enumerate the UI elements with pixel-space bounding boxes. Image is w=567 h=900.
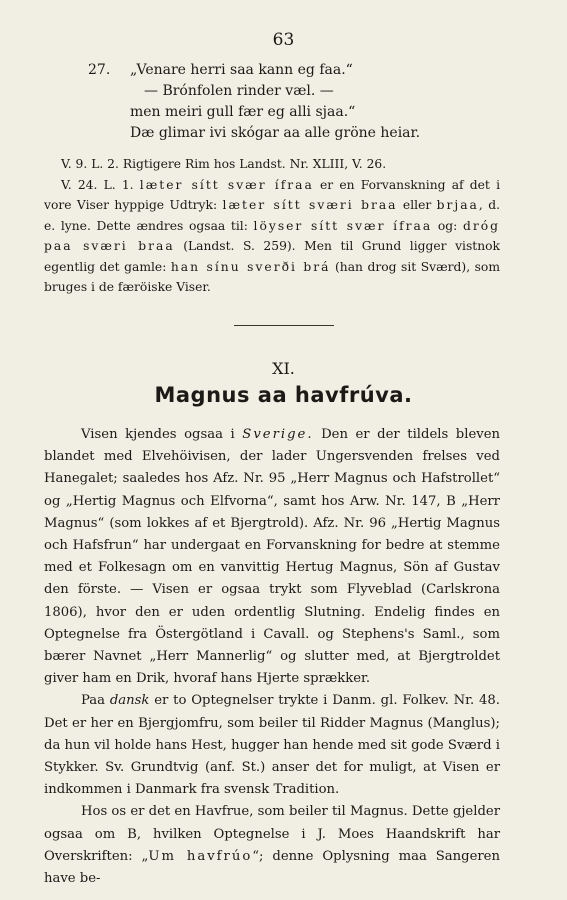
note-2-phrase: læter sítt svær ífraa [139, 177, 314, 192]
note-2-phrase: löyser sítt svær ífraa [253, 218, 433, 233]
note-2-text: og: [432, 218, 463, 233]
page-number: 63 [272, 30, 295, 50]
section-title: Magnus aa havfrúva. [154, 383, 413, 407]
paragraph-2 [44, 690, 500, 801]
body-text [44, 424, 500, 890]
note-2-text: V. 24. L. 1. [61, 177, 140, 192]
emphasis-title: Um havfrúo [148, 848, 253, 864]
verse-stanza [88, 60, 420, 144]
verse-line-1: „Venare herri saa kann eg faa.“ [130, 62, 353, 78]
section-divider [234, 325, 334, 326]
paragraph-text: Paa [81, 693, 110, 709]
paragraph-text: Den er der tildels bleven blandet med Elvehöivisen, der lader Ungersvenden frelses ved Hanegalet; saaledes hos Afz. Nr. 95 „Herr Magnus och Hafstrollet“ og „Hertig Magnus och Elfvorna“, samt hos Arw. Nr. 147, B „Herr Magnus“ (som lokkes af et Bjergtrold). Afz. Nr. 96 „Hertig Magnus och Hafsfrun“ har undergaat en Forvanskning for bedre at stemme med et Folkesagn om en vanvittig Hertug Magnus, Sön af Gustav den förste. — Visen er ogsaa trykt som Flyveblad (Carlskrona 1806), hvor den er uden ordentlig Slutning. Endelig findes en Optegnelse fra Östergötland i Cavall. og Stephens's Saml., som bærer Navnet „Herr Mannerlig“ og slutter med, at Bjergtroldet giver ham en Drik, hvoraf hans Hjerte sprækker. [44, 427, 501, 687]
verse-line-4: Dæ glimar ivi skógar aa alle gröne heiar. [130, 125, 421, 141]
verse-line-2: — Brónfolen rinder væl. — [144, 83, 334, 99]
paragraph-1 [44, 424, 500, 690]
note-2-text: eller [397, 198, 437, 212]
note-1: V. 9. L. 2. Rigtigere Rim hos Landst. Nr. XLIII, V. 26. [61, 157, 387, 171]
section-number: XI. [272, 359, 295, 378]
note-2-phrase: brjaa [436, 198, 479, 212]
paragraph-text: Hos os er det en Havfrue, som beiler til Magnus. Dette gjelder ogsaa om B, hvilken Optegnelse i J. Moes Haandskrift har Overskriften: „ [44, 804, 500, 864]
paragraph-3 [44, 801, 500, 890]
emphasis-dansk: dansk [109, 693, 150, 709]
note-2-text: (han drog sit Sværd), som bruges i de færöiske Viser. [44, 259, 501, 294]
note-2-phrase: drόg paa sværi braa [44, 218, 500, 253]
note-2-phrase: han sínu sverði brá [170, 259, 331, 274]
verse-number: 27. [88, 62, 111, 78]
note-2 [44, 175, 500, 298]
paragraph-text: Visen kjendes ogsaa i [81, 427, 243, 442]
paragraph-text: “; denne Oplysning maa Sangeren have be- [44, 848, 500, 887]
note-2-text: , d. e. lyne. Dette ændres ogsaa til: [44, 198, 500, 233]
note-2-text: (Landst. S. 259). Men til Grund ligger vistnok egentlig det gamle: [44, 239, 500, 274]
verse-line-3: men meiri gull fær eg alli sjaa.“ [130, 104, 356, 120]
note-2-phrase: læter sítt sværi braa [222, 198, 398, 212]
footnotes [44, 154, 500, 298]
paragraph-text: er to Optegnelser trykte i Danm. gl. Folkev. Nr. 48. Det er her en Bjergjomfru, som beiler til Ridder Magnus (Manglus); da hun vil holde hans Hest, hugger han hende med sit gode Sværd i Stykker. Sv. Grundtvig (anf. St.) anser det for muligt, at Visen er indkommen i Danmark fra svensk Tradition. [44, 693, 500, 798]
emphasis-sverige: Sverige. [242, 427, 314, 442]
note-2-text: er en Forvanskning af det i vore Viser hyppige Udtryk: [44, 177, 501, 212]
